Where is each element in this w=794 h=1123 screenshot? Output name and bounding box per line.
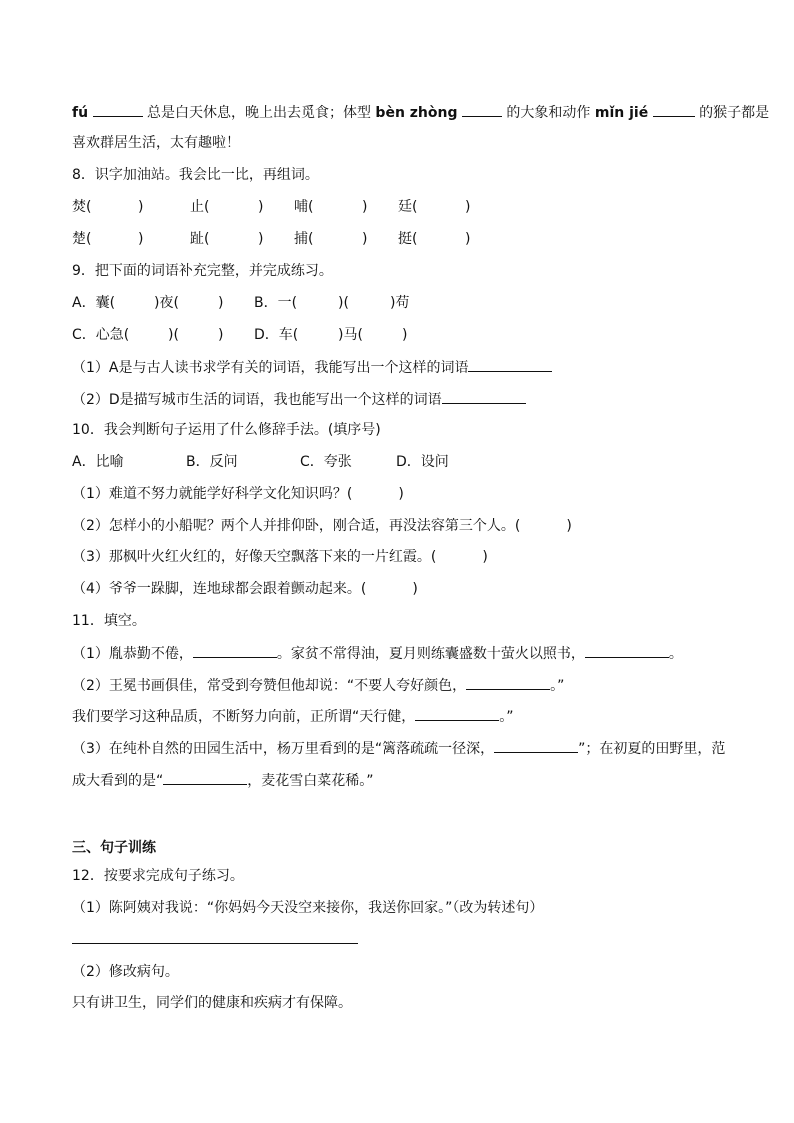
paren-close: ): [258, 199, 264, 215]
q11-sub-3-cont: [72, 770, 374, 791]
char-item: 焚(: [72, 199, 92, 215]
answer-blank[interactable]: [468, 357, 552, 372]
char-item: 哺(: [294, 199, 314, 215]
option-b: B．反问: [186, 454, 238, 470]
q11-text: （2）王冕书画俱佳，常受到夸赞但他却说：“不要人夸好颜色，: [72, 678, 467, 694]
q7-text-3: 的猴子都是: [699, 105, 770, 121]
q11-text: 。家贫不常得油，夏月则练囊盛数十萤火以照书，: [276, 646, 585, 662]
section-title: 三、句子训练: [72, 840, 156, 856]
q11-text: ”；在初夏的田野里，范: [578, 741, 726, 757]
option-b: B．一(: [254, 295, 298, 311]
answer-line[interactable]: [72, 943, 358, 944]
answer-blank[interactable]: [93, 102, 143, 117]
paren-close: ): [398, 486, 404, 502]
option-c-end: ): [218, 327, 224, 343]
q10-sub-3-text: （3）那枫叶火红火红的，好像天空飘落下来的一片红霞。(: [72, 549, 437, 565]
paren-close: ): [566, 518, 572, 534]
q9-sub-1-text: （1）A是与古人读书求学有关的词语，我能写出一个这样的词语: [72, 360, 469, 376]
q9-title: 9．把下面的词语补充完整，并完成练习。: [72, 263, 333, 279]
char-item: 廷(: [398, 199, 418, 215]
q7-text-2: 的大象和动作: [506, 105, 591, 121]
q10-sub-4-text: （4）爷爷一跺脚，连地球都会跟着颤动起来。(: [72, 581, 367, 597]
answer-blank[interactable]: [585, 643, 669, 658]
char-item: 趾(: [190, 231, 210, 247]
q10-title: 10．我会判断句子运用了什么修辞手法。(填序号): [72, 422, 381, 438]
q10-sub-3: [72, 547, 488, 567]
option-a: A．囊(: [72, 295, 116, 311]
option-a: A．比喻: [72, 454, 124, 470]
paren-close: ): [412, 581, 418, 597]
answer-blank[interactable]: [466, 675, 550, 690]
q11-sub-1: [72, 643, 683, 664]
answer-blank[interactable]: [494, 738, 578, 753]
q10-sub-4: [72, 579, 418, 599]
option-d: D．设问: [396, 454, 449, 470]
option-b-mid: )(: [338, 295, 349, 311]
paren-close: ): [138, 231, 144, 247]
q9-sub-2: [72, 389, 526, 410]
option-b-end: )苟: [390, 295, 410, 311]
paren-close: ): [482, 549, 488, 565]
answer-blank[interactable]: [415, 706, 499, 721]
q11-text: ，麦花雪白菜花稀。”: [247, 773, 374, 789]
q12-sub-1: （1）陈阿姨对我说：“你妈妈今天没空来接你，我送你回家。”（改为转述句）: [72, 900, 544, 916]
answer-blank[interactable]: [653, 102, 695, 117]
answer-blank[interactable]: [163, 770, 247, 785]
q11-sub-2-cont: [72, 706, 514, 727]
pinyin-ben-zhong: bèn zhòng: [375, 105, 458, 121]
q11-text: 我们要学习这种品质，不断努力向前，正所谓“天行健，: [72, 709, 416, 725]
q7-line-1: [72, 102, 769, 123]
q8-title: 8．识字加油站。我会比一比，再组词。: [72, 167, 319, 183]
option-d-mid: )马(: [338, 327, 363, 343]
answer-blank[interactable]: [193, 643, 277, 658]
paren-close: ): [362, 231, 368, 247]
q12-sentence: 只有讲卫生，同学们的健康和疾病才有保障。: [72, 995, 352, 1011]
option-c-mid: )(: [168, 327, 179, 343]
pinyin-fu: fú: [72, 105, 89, 121]
q12-sub-2: （2）修改病句。: [72, 964, 179, 980]
pinyin-min-jie: mǐn jié: [594, 105, 649, 121]
q9-sub-2-text: （2）D是描写城市生活的词语，我也能写出一个这样的词语: [72, 392, 442, 408]
q11-sub-2: [72, 675, 564, 696]
q7-text-1: 总是白天休息，晚上出去觅食；体型: [146, 105, 371, 121]
q11-text: 。”: [499, 709, 514, 725]
q10-sub-2-text: （2）怎样小的小船呢？两个人并排仰卧，刚合适，再没法容第三个人。(: [72, 518, 521, 534]
q10-sub-1: [72, 484, 404, 504]
q11-sub-3: [72, 738, 725, 759]
paren-close: ): [465, 231, 471, 247]
option-d: D．车(: [254, 327, 299, 343]
char-item: 楚(: [72, 231, 92, 247]
paren-close: ): [138, 199, 144, 215]
q11-title: 11．填空。: [72, 613, 146, 629]
char-item: 挺(: [398, 231, 418, 247]
q11-text: （1）胤恭勤不倦，: [72, 646, 193, 662]
paren-close: ): [362, 199, 368, 215]
option-a-end: ): [218, 295, 224, 311]
q11-text: 成大看到的是“: [72, 773, 164, 789]
option-c: C．夸张: [300, 454, 352, 470]
option-d-end: ): [402, 327, 408, 343]
answer-blank[interactable]: [462, 102, 502, 117]
q10-sub-2: [72, 516, 572, 536]
paren-close: ): [465, 199, 471, 215]
char-item: 捕(: [294, 231, 314, 247]
q11-text: （3）在纯朴自然的田园生活中，杨万里看到的是“篱落疏疏一径深，: [72, 741, 495, 757]
paren-close: ): [258, 231, 264, 247]
q11-text: 。”: [550, 678, 565, 694]
char-item: 止(: [190, 199, 210, 215]
answer-blank[interactable]: [442, 389, 526, 404]
option-a-mid: )夜(: [154, 295, 179, 311]
q12-title: 12．按要求完成句子练习。: [72, 868, 244, 884]
q11-text: 。: [668, 646, 683, 662]
q7-line-2: 喜欢群居生活，太有趣啦！: [72, 135, 240, 151]
q9-sub-1: [72, 357, 552, 378]
q10-sub-1-text: （1）难道不努力就能学好科学文化知识吗？(: [72, 486, 353, 502]
option-c: C．心急(: [72, 327, 130, 343]
